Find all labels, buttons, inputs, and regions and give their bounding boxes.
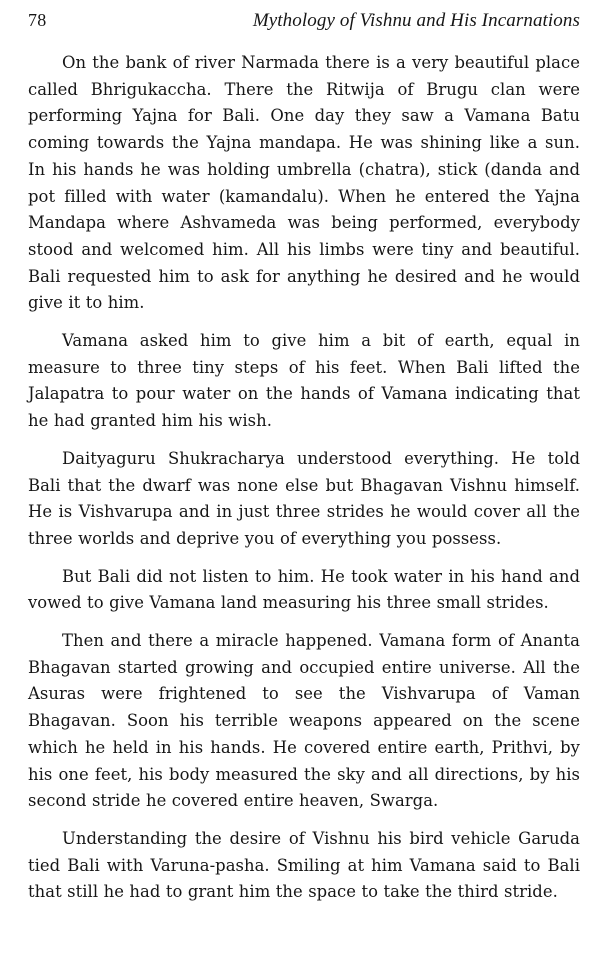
paragraph-third-stride: Understanding the desire of Vishnu his bird vehicle Garuda tied Bali with Varuna-pasha. Smiling at him Vamana said to Bali that still he had to grant him the space to take the third stride. xyxy=(28,828,580,902)
paragraph-bhrigukaccha: On the bank of river Narmada there is a very beautiful place called Bhrigukaccha. There the Ritwija of Brugu clan were performing Yajna for Bali. One day they saw a Vamana Batu coming towards the Yajna mandapa. He was shining like a sun. In his hands he was holding umbrella (chatra), stick (danda and pot filled with water (kamandalu). When he entered the Yajna Mandapa where Ashvameda was being performed, everybody stood and welcomed him. All his limbs were tiny and beautiful. Bali requested him to ask for anything he desired and he would give it to him. xyxy=(28,53,580,313)
paragraph-miracle: Then and there a miracle happened. Vamana form of Ananta Bhagavan started growing and occupied entire universe. All the Asuras were frightened to see the Vishvarupa of Vaman Bhagavan. Soon his terrible weapons appeared on the scene which he held in his hands. He covered entire earth, Prithvi, by his one feet, his body measured the sky and all directions, by his second stride he covered entire heaven, Swarga. xyxy=(28,631,580,811)
page-number: 78 xyxy=(28,10,47,30)
paragraph-bali-vow: But Bali did not listen to him. He took water in his hand and vowed to give Vamana land measuring his three small strides. xyxy=(28,566,580,613)
page-header xyxy=(28,10,580,44)
paragraph-vamana-request: Vamana asked him to give him a bit of earth, equal in measure to three tiny steps of his feet. When Bali lifted the Jalapatra to pour water on the hands of Vamana indicating that he had granted him his wish. xyxy=(28,331,580,431)
body-text xyxy=(28,50,580,906)
book-page xyxy=(28,10,580,917)
running-title: Mythology of Vishnu and His Incarnations xyxy=(252,10,580,31)
paragraph-shukracharya-warning: Daityaguru Shukracharya understood everything. He told Bali that the dwarf was none else but Bhagavan Vishnu himself. He is Vishvarupa and in just three strides he would cover all the three worlds and deprive you of everything you possess. xyxy=(28,448,580,548)
